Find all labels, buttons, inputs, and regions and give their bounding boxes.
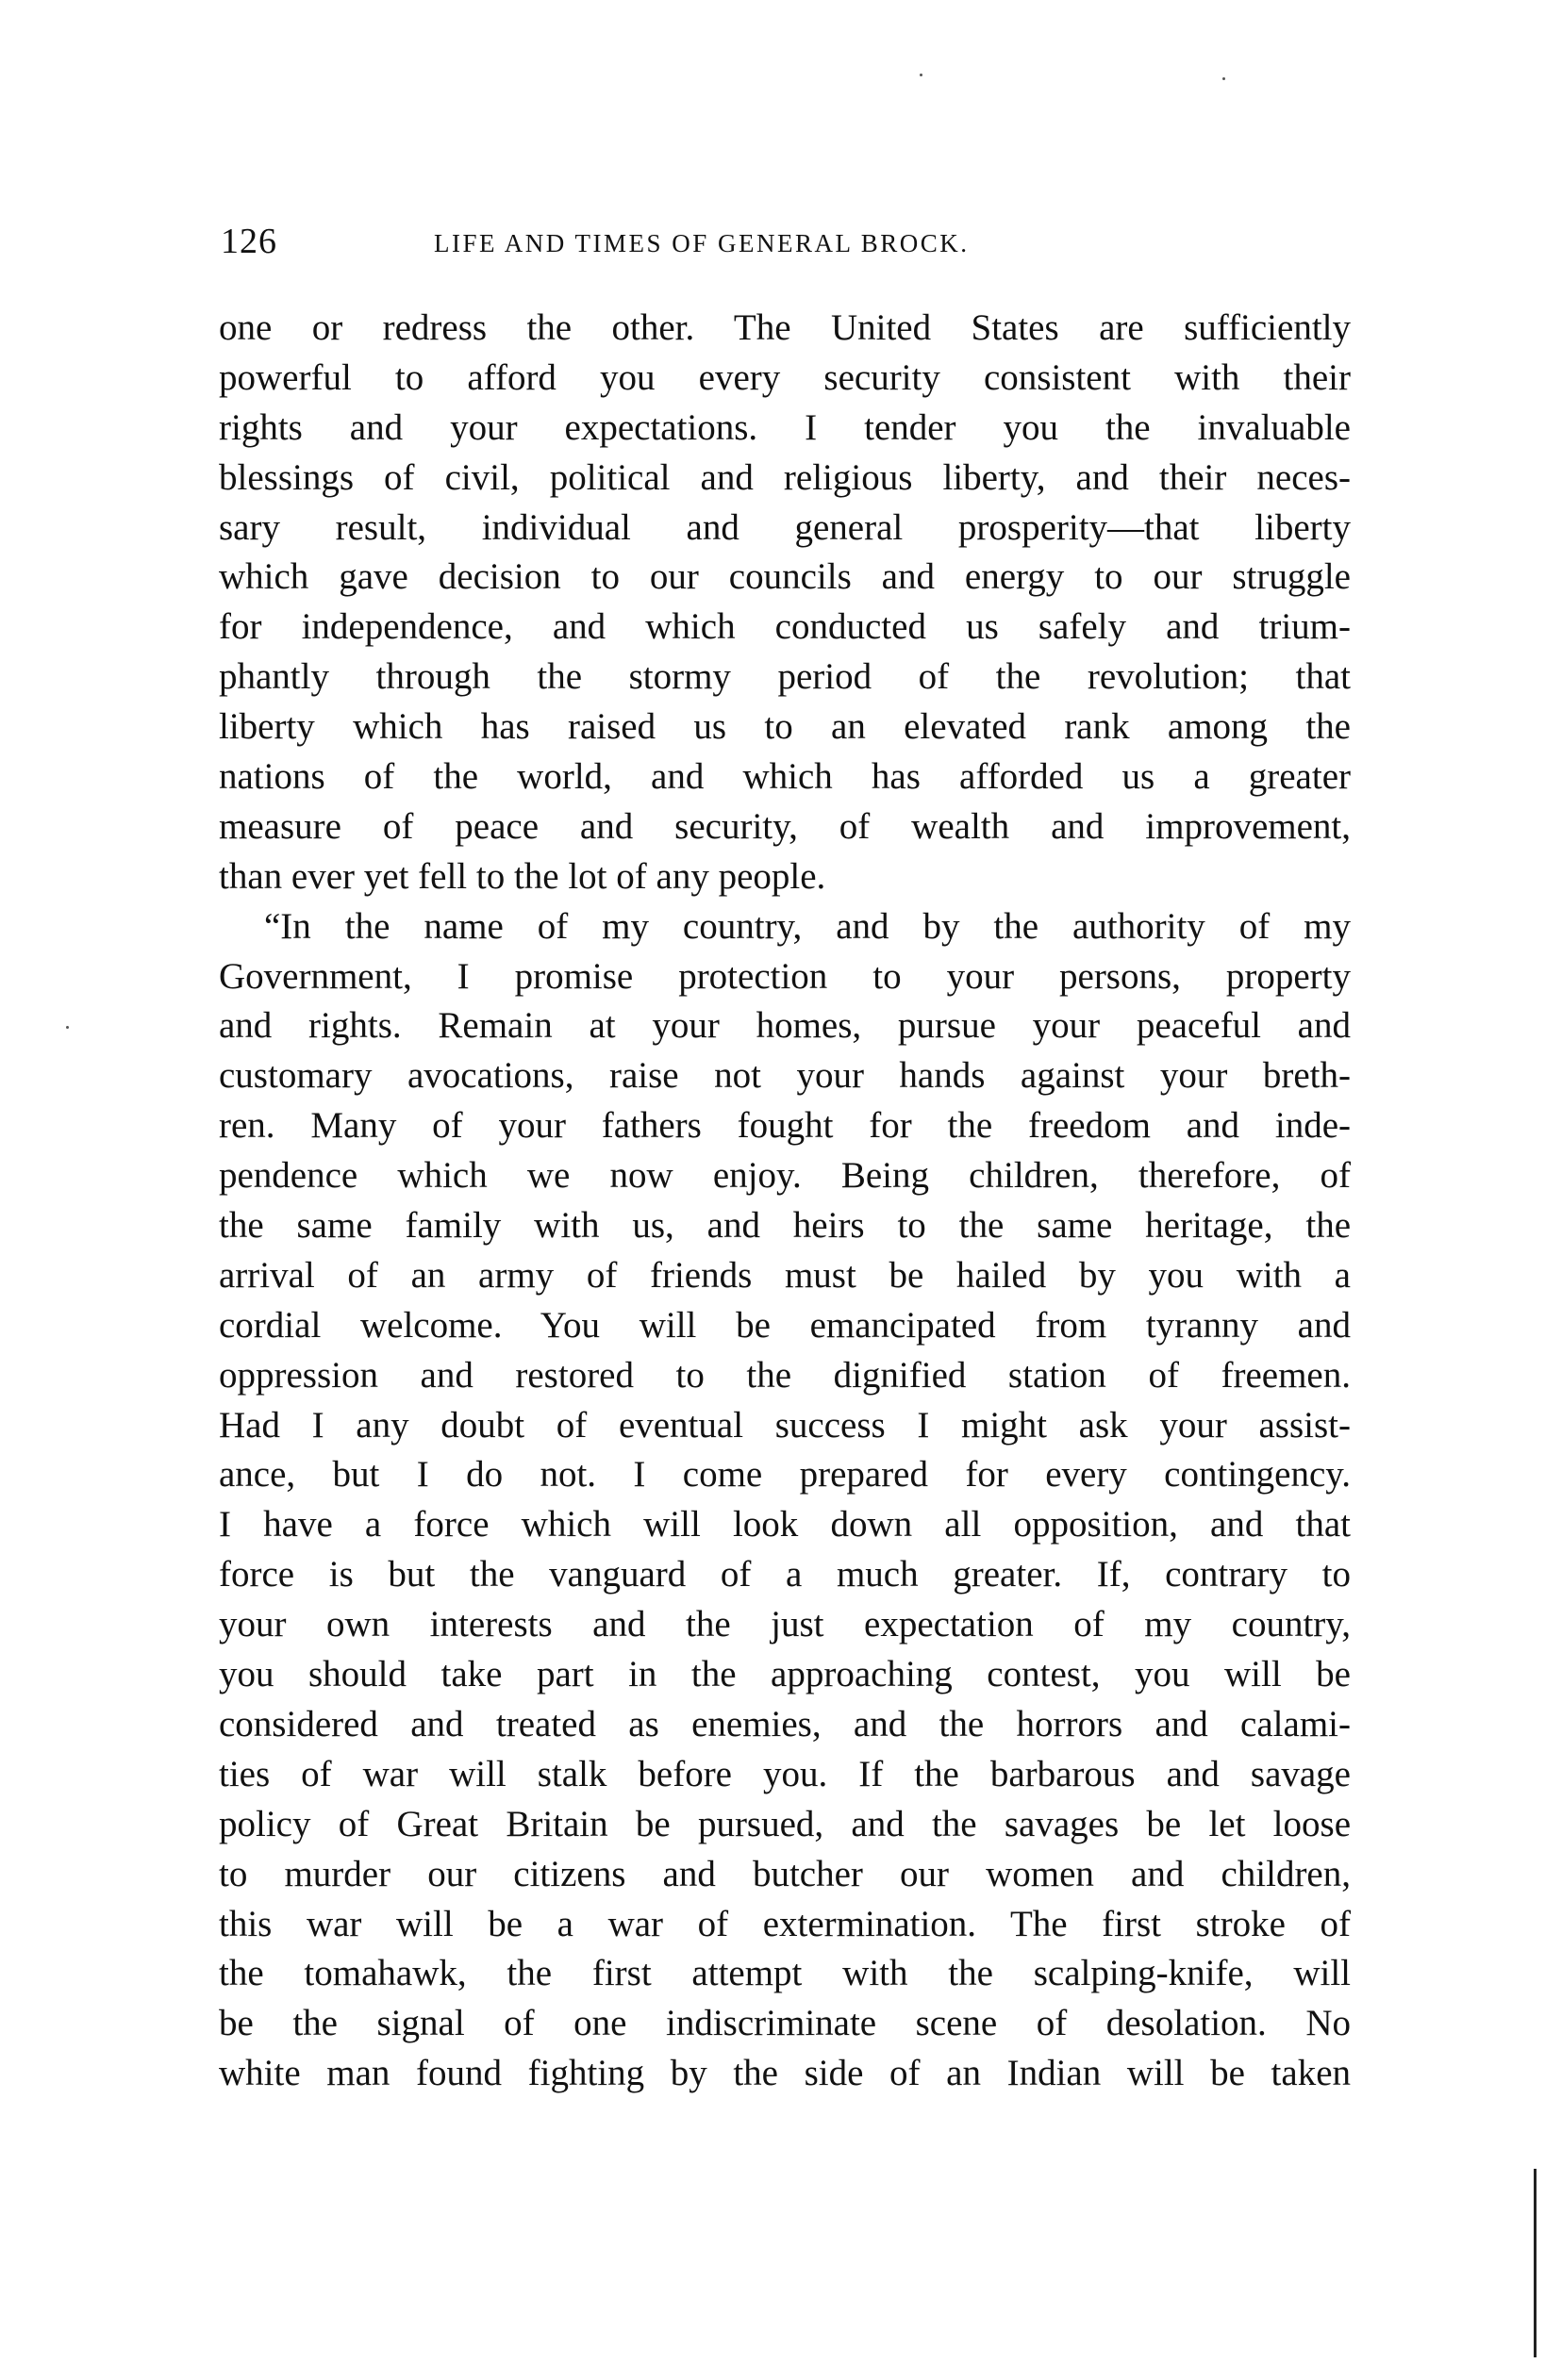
scan-speck [66,1026,69,1029]
text-line: liberty which has raised us to an elevated rank among the [219,706,1351,748]
text-line: rights and your expectations. I tender you the invaluable [219,406,1351,448]
text-line: sary result, individual and general prosperity—that liberty [219,506,1351,548]
scan-speck [1222,77,1225,80]
text-line: the tomahawk, the first attempt with the scalping-knife, will [219,1953,1351,1994]
text-line: powerful to afford you every security consistent with their [219,356,1351,398]
text-line: one or redress the other. The United States are sufficiently [219,307,1351,348]
text-line: Government, I promise protection to your persons, property [219,955,1351,997]
text-line: than ever yet fell to the lot of any people. [219,855,826,897]
text-line: you should take part in the approaching contest, you will be [219,1654,1351,1695]
text-line: and rights. Remain at your homes, pursue your peaceful and [219,1005,1351,1047]
text-line: considered and treated as enemies, and the horrors and calami- [219,1703,1351,1744]
text-line: white man found fighting by the side of an Indian will be taken [219,2053,1351,2094]
text-line: ties of war will stalk before you. If the barbarous and savage [219,1753,1351,1794]
text-line: “In the name of my country, and by the authority of my [264,905,1351,947]
text-line: this war will be a war of extermination. The first stroke of [219,1903,1351,1944]
text-line: ance, but I do not. I come prepared for every contingency. [219,1454,1351,1496]
text-line: to murder our citizens and butcher our women and children, [219,1853,1351,1894]
scan-edge-mark [1534,2169,1537,2357]
page-header [221,213,1353,270]
text-line: for independence, and which conducted us safely and trium- [219,606,1351,648]
paragraph [219,304,1351,902]
text-line: blessings of civil, political and religious liberty, and their neces- [219,456,1351,498]
text-line: measure of peace and security, of wealth and improvement, [219,805,1351,847]
running-head: LIFE AND TIMES OF GENERAL BROCK. [434,229,970,257]
scan-speck [920,74,922,76]
text-line: arrival of an army of friends must be hailed by you with a [219,1254,1351,1296]
text-line: ren. Many of your fathers fought for the freedom and inde- [219,1105,1351,1147]
text-line: policy of Great Britain be pursued, and the savages be let loose [219,1803,1351,1844]
text-line: your own interests and the just expectation of my country, [219,1604,1351,1645]
text-line: customary avocations, raise not your hands against your breth- [219,1055,1351,1097]
text-line: Had I any doubt of eventual success I might ask your assist- [219,1404,1351,1446]
page-number: 126 [221,222,277,261]
text-line: which gave decision to our councils and energy to our struggle [219,556,1351,598]
paragraph [219,902,1351,2099]
text-line: nations of the world, and which has afforded us a greater [219,756,1351,798]
text-line: pendence which we now enjoy. Being children, therefore, of [219,1155,1351,1197]
text-line: the same family with us, and heirs to the same heritage, the [219,1205,1351,1247]
text-line: cordial welcome. You will be emancipated from tyranny and [219,1304,1351,1346]
text-line: oppression and restored to the dignified station of freemen. [219,1354,1351,1396]
body-text [219,304,1351,2099]
text-line: phantly through the stormy period of the revolution; that [219,656,1351,698]
text-line: force is but the vanguard of a much greater. If, contrary to [219,1554,1351,1595]
text-line: be the signal of one indiscriminate scene of desolation. No [219,2003,1351,2044]
text-line: I have a force which will look down all opposition, and that [219,1504,1351,1545]
